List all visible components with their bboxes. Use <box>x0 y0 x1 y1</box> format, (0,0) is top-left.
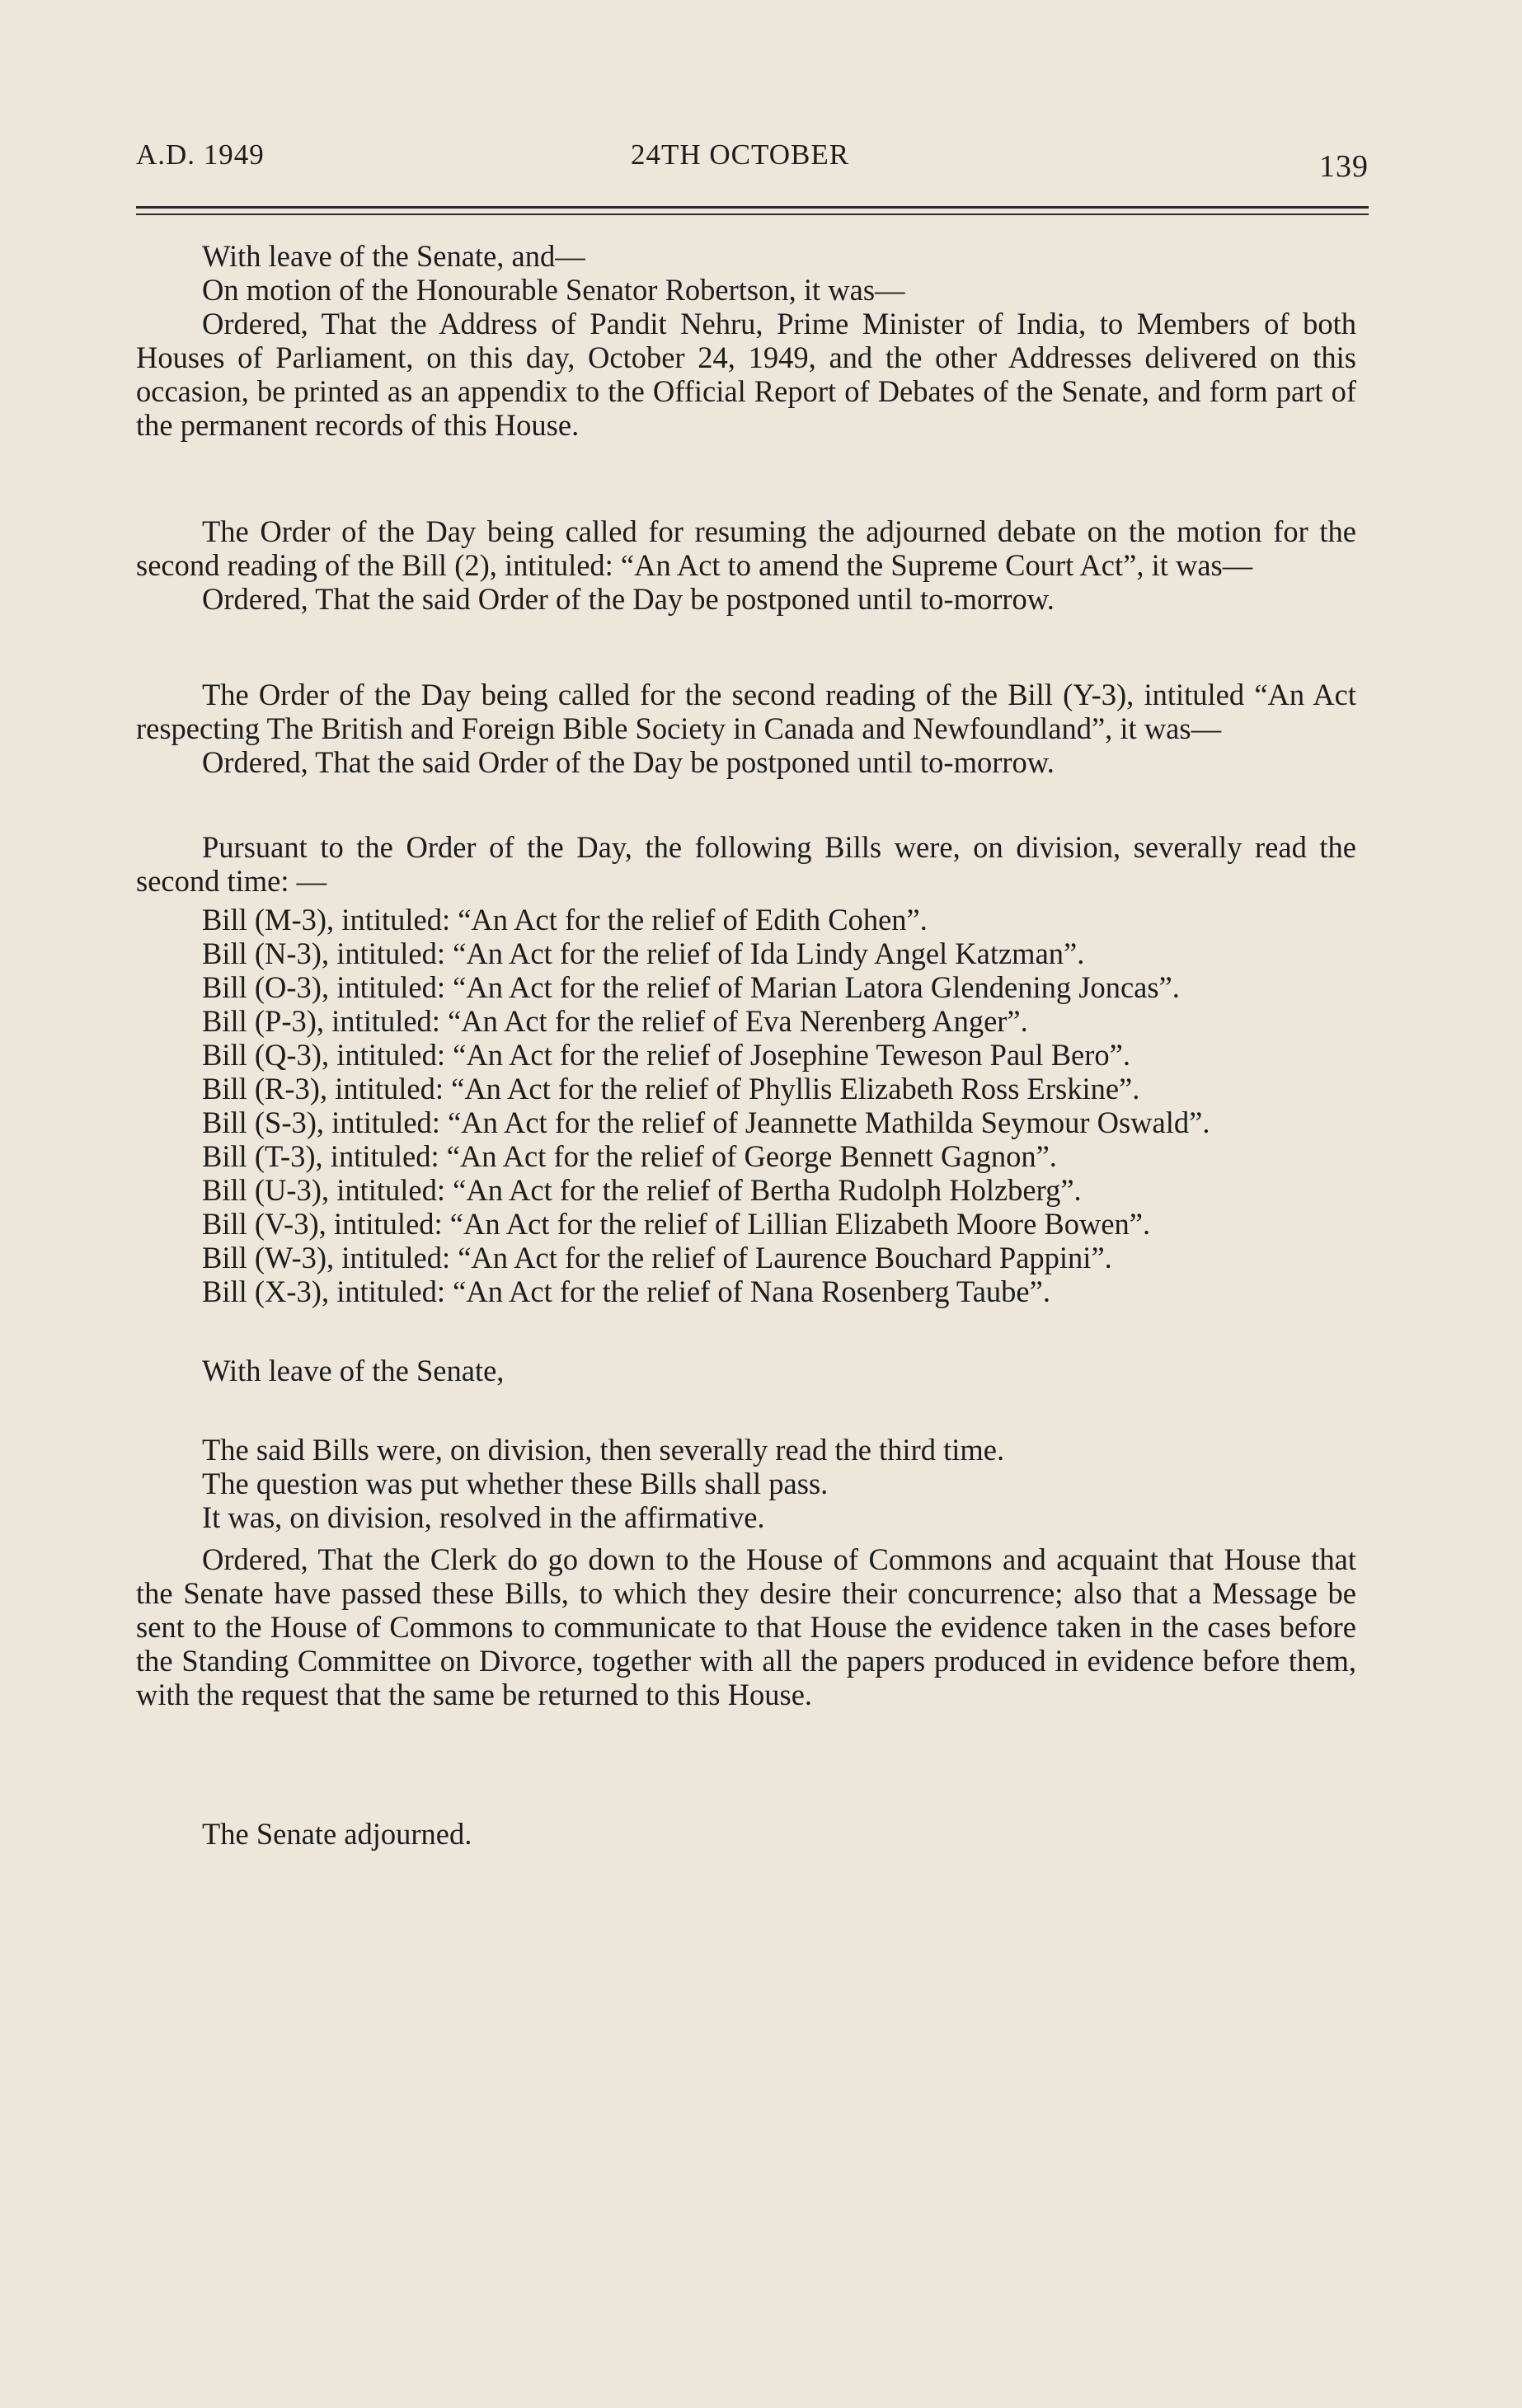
paragraph-postponed: Ordered, That the said Order of the Day be postponed until to-morrow. <box>202 745 1055 779</box>
list-item: Bill (T-3), intituled: “An Act for the relief of George Bennett Gagnon”. <box>202 1139 1057 1173</box>
paragraph-leave: With leave of the Senate, <box>202 1354 505 1387</box>
paragraph-motion: On motion of the Honourable Senator Robertson, it was— <box>202 273 905 307</box>
list-item: Bill (N-3), intituled: “An Act for the relief of Ida Lindy Angel Katzman”. <box>202 936 1085 970</box>
header-date: 24TH OCTOBER <box>631 138 850 171</box>
paragraph-question: The question was put whether these Bills shall pass. <box>202 1467 829 1500</box>
paragraph-affirmative: It was, on division, resolved in the affirmative. <box>202 1500 765 1534</box>
paragraph-ordered-clerk: Ordered, That the Clerk do go down to the House of Commons and acquaint that House that the Senate have passed these Bills, to which they desire their concurrence; also that a Message be sent to the House of Commons to communicate to that House the evidence taken in the cases before the Standing Committee on Divorce, together with all the papers produced in evidence before them, with the request that the same be returned to this House. <box>136 1542 1356 1711</box>
list-item: Bill (O-3), intituled: “An Act for the relief of Marian Latora Glendening Joncas”. <box>202 970 1180 1004</box>
page-header <box>136 132 1369 190</box>
paragraph-ordered-address: Ordered, That the Address of Pandit Nehru, Prime Minister of India, to Members of both Houses of Parliament, on this day, October 24, 1949, and the other Addresses delivered on this occasion, be printed as an appendix to the Official Report of Debates of the Senate, and form part of the permanent records of this House. <box>136 307 1356 442</box>
page-number: 139 <box>1319 149 1369 184</box>
paragraph-adjourned: The Senate adjourned. <box>202 1817 472 1851</box>
paragraph-leave: With leave of the Senate, and— <box>202 239 585 273</box>
journal-body <box>136 239 1356 1851</box>
list-item: Bill (Q-3), intituled: “An Act for the relief of Josephine Teweson Paul Bero”. <box>202 1038 1130 1072</box>
list-item: Bill (X-3), intituled: “An Act for the relief of Nana Rosenberg Taube”. <box>202 1274 1050 1308</box>
paragraph-supreme-court: The Order of the Day being called for resuming the adjourned debate on the motion for the second reading of the Bill (2), intituled: “An Act to amend the Supreme Court Act”, it was— <box>136 514 1356 582</box>
list-item: Bill (R-3), intituled: “An Act for the relief of Phyllis Elizabeth Ross Erskine”. <box>202 1072 1140 1105</box>
bill-list <box>136 903 1356 1308</box>
header-rule-thick <box>136 206 1369 209</box>
paragraph-third-time: The said Bills were, on division, then severally read the third time. <box>202 1433 1005 1467</box>
paragraph-pursuant: Pursuant to the Order of the Day, the following Bills were, on division, severally read the second time: — <box>136 830 1356 898</box>
list-item: Bill (M-3), intituled: “An Act for the relief of Edith Cohen”. <box>202 903 928 936</box>
list-item: Bill (P-3), intituled: “An Act for the relief of Eva Nerenberg Anger”. <box>202 1004 1028 1038</box>
list-item: Bill (V-3), intituled: “An Act for the relief of Lillian Elizabeth Moore Bowen”. <box>202 1207 1151 1241</box>
header-rule-thin <box>136 214 1369 215</box>
list-item: Bill (S-3), intituled: “An Act for the relief of Jeannette Mathilda Seymour Oswald”. <box>202 1105 1210 1139</box>
paragraph-postponed: Ordered, That the said Order of the Day be postponed until to-morrow. <box>202 582 1055 616</box>
header-year: A.D. 1949 <box>136 138 265 171</box>
list-item: Bill (U-3), intituled: “An Act for the relief of Bertha Rudolph Holzberg”. <box>202 1173 1082 1207</box>
paragraph-bible-society: The Order of the Day being called for the second reading of the Bill (Y-3), intituled “An Act respecting The British and Foreign Bible Society in Canada and Newfoundland”, it was— <box>136 678 1356 745</box>
list-item: Bill (W-3), intituled: “An Act for the relief of Laurence Bouchard Pappini”. <box>202 1241 1112 1274</box>
